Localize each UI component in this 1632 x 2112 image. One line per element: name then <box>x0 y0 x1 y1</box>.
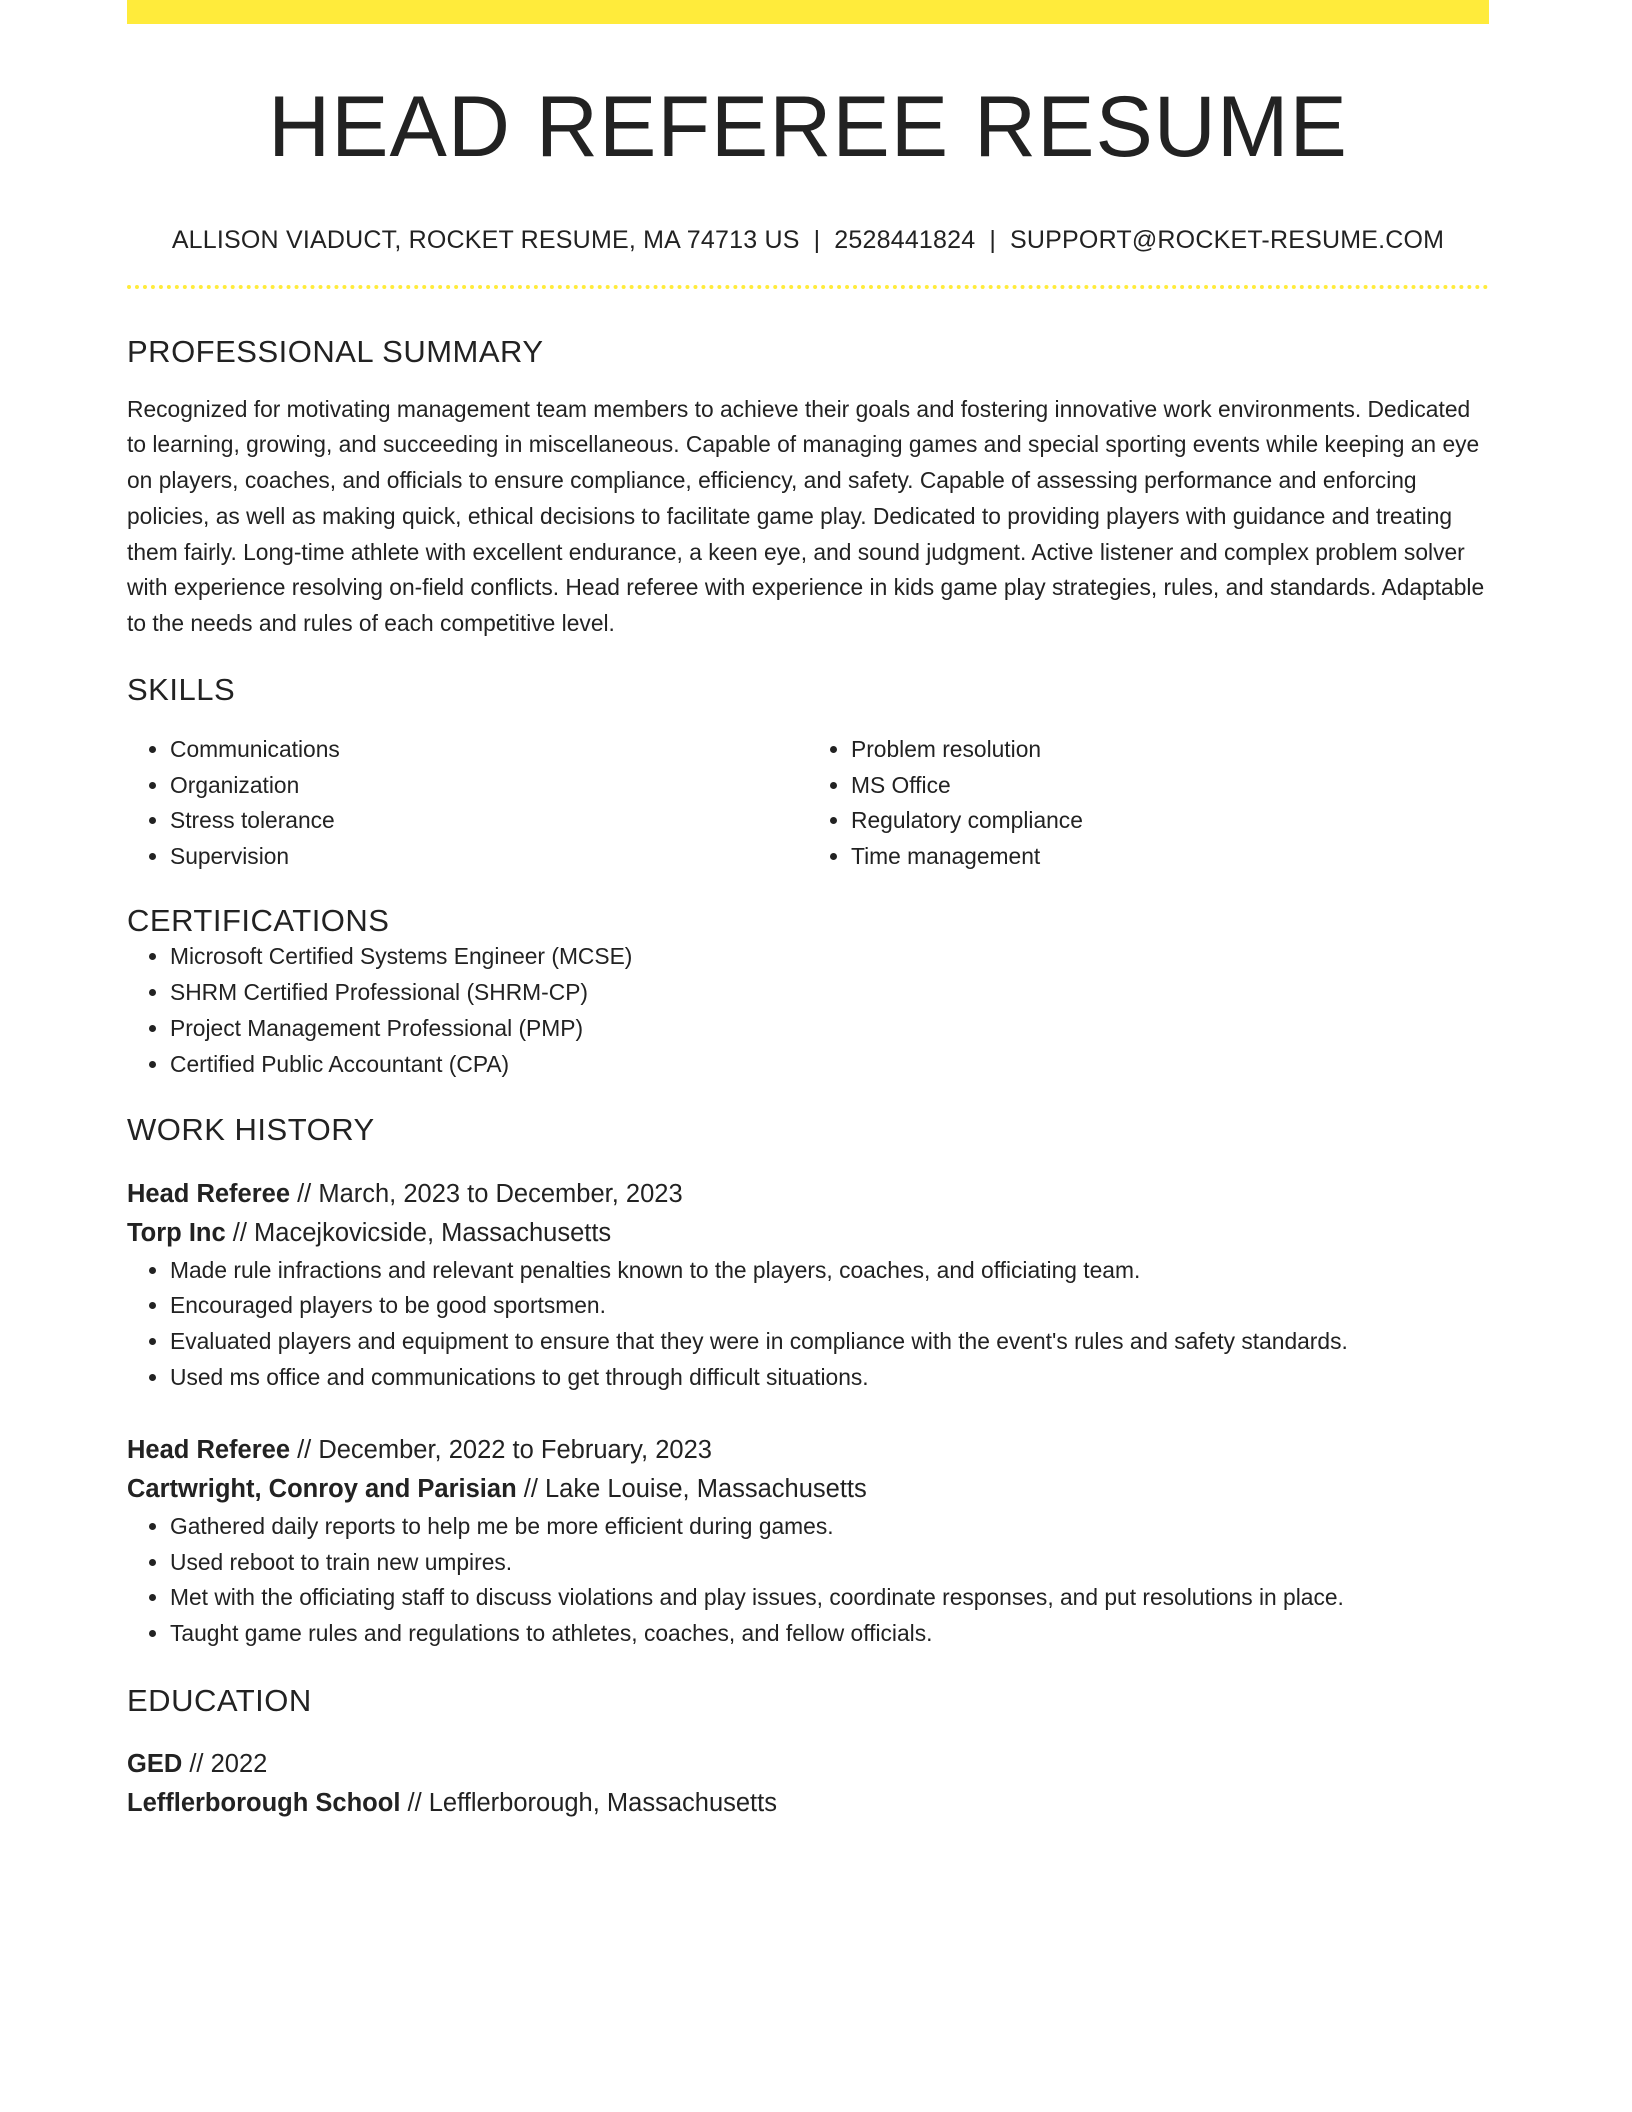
skill-item: • Supervision <box>170 839 808 875</box>
job-location: // Macejkovicside, Massachusetts <box>225 1218 612 1247</box>
skill-item: • Stress tolerance <box>170 803 808 839</box>
job-duty-item: • Made rule infractions and relevant penalties known to the players, coaches, and officiating team. <box>170 1253 1489 1289</box>
job-duty-item: • Taught game rules and regulations to athletes, coaches, and fellow officials. <box>170 1616 1489 1652</box>
job-location: // Lake Louise, Massachusetts <box>516 1474 867 1503</box>
skill-item: • MS Office <box>851 768 1489 804</box>
certification-item: • Project Management Professional (PMP) <box>170 1011 1489 1047</box>
top-accent-bar <box>127 0 1489 24</box>
resume-page <box>127 0 1489 1823</box>
job-duty-item: • Gathered daily reports to help me be more efficient during games. <box>170 1509 1489 1545</box>
certification-item: • Microsoft Certified Systems Engineer (MCSE) <box>170 939 1489 975</box>
skills-list-right <box>808 732 1489 875</box>
job-header <box>127 1431 1489 1509</box>
education-degree: GED <box>127 1750 183 1779</box>
job-title-line <box>127 1175 1489 1214</box>
resume-title: HEAD REFEREE RESUME <box>268 79 1348 175</box>
contact-email: SUPPORT@ROCKET-RESUME.COM <box>1010 225 1445 254</box>
job-dates: // December, 2022 to February, 2023 <box>290 1435 712 1464</box>
education-school: Lefflerborough School <box>127 1789 401 1818</box>
job-duty-item: • Encouraged players to be good sportsmen. <box>170 1288 1489 1324</box>
job-dates: // March, 2023 to December, 2023 <box>290 1179 683 1208</box>
job-duty-item: • Evaluated players and equipment to ensure that they were in compliance with the event's rules and safety standards. <box>170 1324 1489 1360</box>
skills-grid <box>127 732 1489 875</box>
job-duties-list <box>127 1253 1489 1396</box>
certification-item: • Certified Public Accountant (CPA) <box>170 1047 1489 1083</box>
education-entry <box>127 1745 1489 1823</box>
job-company-line <box>127 1470 1489 1509</box>
contact-separator: | <box>813 225 821 254</box>
job-title: Head Referee <box>127 1179 290 1208</box>
skill-item: • Time management <box>851 839 1489 875</box>
job-duties-list <box>127 1509 1489 1652</box>
work-history-heading: WORK HISTORY <box>127 1112 375 1148</box>
job-header <box>127 1175 1489 1253</box>
skill-item: • Problem resolution <box>851 732 1489 768</box>
contact-phone: 2528441824 <box>834 225 976 254</box>
job-title-line <box>127 1431 1489 1470</box>
education-year: // 2022 <box>182 1750 268 1779</box>
skill-item: • Communications <box>170 732 808 768</box>
education-heading: EDUCATION <box>127 1683 312 1719</box>
education-degree-line <box>127 1745 1489 1784</box>
contact-separator: | <box>989 225 997 254</box>
job-title: Head Referee <box>127 1435 290 1464</box>
dotted-divider <box>127 285 1489 289</box>
job-duty-item: • Used ms office and communications to get through difficult situations. <box>170 1360 1489 1396</box>
education-location: // Lefflerborough, Massachusetts <box>400 1789 777 1818</box>
job-duty-item: • Met with the officiating staff to discuss violations and play issues, coordinate responses, and put resolutions in place. <box>170 1580 1489 1616</box>
certifications-list <box>127 939 1489 1082</box>
job-company: Cartwright, Conroy and Parisian <box>127 1474 517 1503</box>
skills-heading: SKILLS <box>127 671 236 707</box>
job-company-line <box>127 1214 1489 1253</box>
contact-line <box>127 225 1489 255</box>
certifications-heading: CERTIFICATIONS <box>127 903 390 939</box>
summary-paragraph: Recognized for motivating management team members to achieve their goals and fostering innovative work environments. Dedicated to learning, growing, and succeeding in miscellaneous. Capable of managing games and special sporting events while keeping an eye on players, coaches, and officials to ensure compliance, efficiency, and safety. Capable of assessing performance and enforcing policies, as well as making quick, ethical decisions to facilitate game play. Dedicated to providing players with guidance and treating them fairly. Long-time athlete with excellent endurance, a keen eye, and sound judgment. Active listener and complex problem solver with experience resolving on-field conflicts. Head referee with experience in kids game play strategies, rules, and standards. Adaptable to the needs and rules of each competitive level. <box>127 395 1485 636</box>
certification-item: • SHRM Certified Professional (SHRM-CP) <box>170 975 1489 1011</box>
job-duty-item: • Used reboot to train new umpires. <box>170 1545 1489 1581</box>
skills-list-left <box>127 732 808 875</box>
job-company: Torp Inc <box>127 1218 226 1247</box>
skill-item: • Regulatory compliance <box>851 803 1489 839</box>
skill-item: • Organization <box>170 768 808 804</box>
education-school-line <box>127 1784 1489 1823</box>
summary-heading: PROFESSIONAL SUMMARY <box>127 333 544 369</box>
contact-address: ALLISON VIADUCT, ROCKET RESUME, MA 74713 US <box>171 225 800 254</box>
